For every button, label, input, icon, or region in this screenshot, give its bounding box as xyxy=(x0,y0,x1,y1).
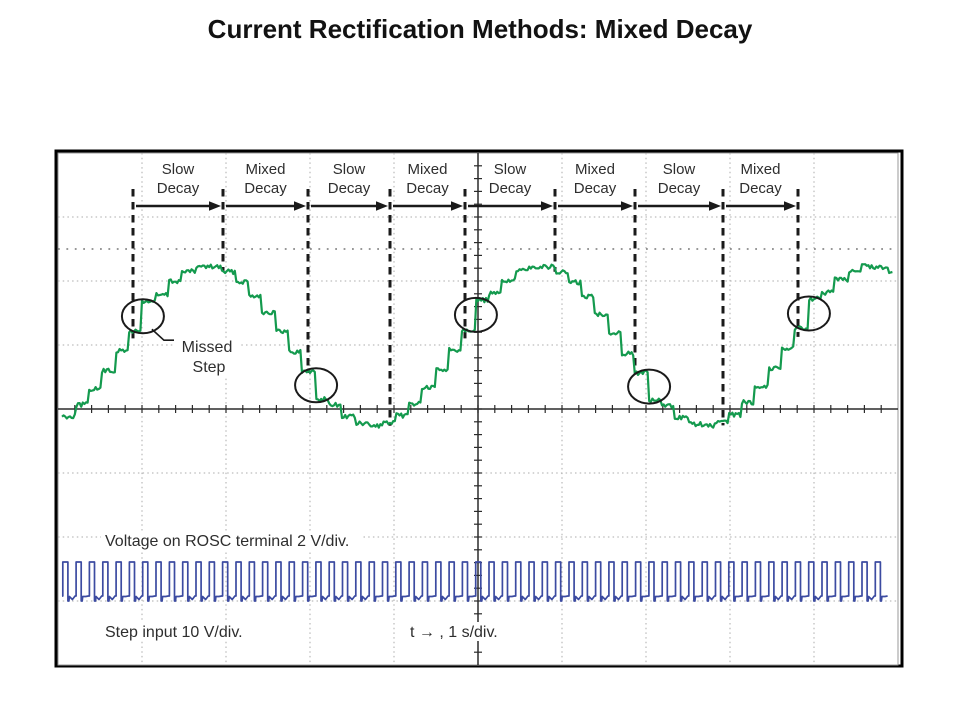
decay-region-label: Slow Decay xyxy=(327,161,371,197)
rosc-scale-label: Voltage on ROSC terminal 2 V/div. xyxy=(105,533,350,550)
decay-region-label: Slow Decay xyxy=(657,161,701,197)
decay-region-label: Mixed Decay xyxy=(739,161,782,197)
decay-region-label: Mixed Decay xyxy=(573,161,617,197)
missed-step-label-line1: Missed xyxy=(181,339,233,356)
missed-step-label-line2: Step xyxy=(192,359,226,376)
decay-region-label: Slow Decay xyxy=(488,161,532,197)
decay-region-label: Mixed Decay xyxy=(406,161,449,197)
decay-region-label: Slow Decay xyxy=(156,161,200,197)
time-scale-label: t → , 1 s/div. xyxy=(410,624,498,641)
decay-region-label: Mixed Decay xyxy=(244,161,287,197)
page-title: Current Rectification Methods: Mixed Decay xyxy=(207,14,753,44)
step-input-scale-label: Step input 10 V/div. xyxy=(105,624,243,641)
